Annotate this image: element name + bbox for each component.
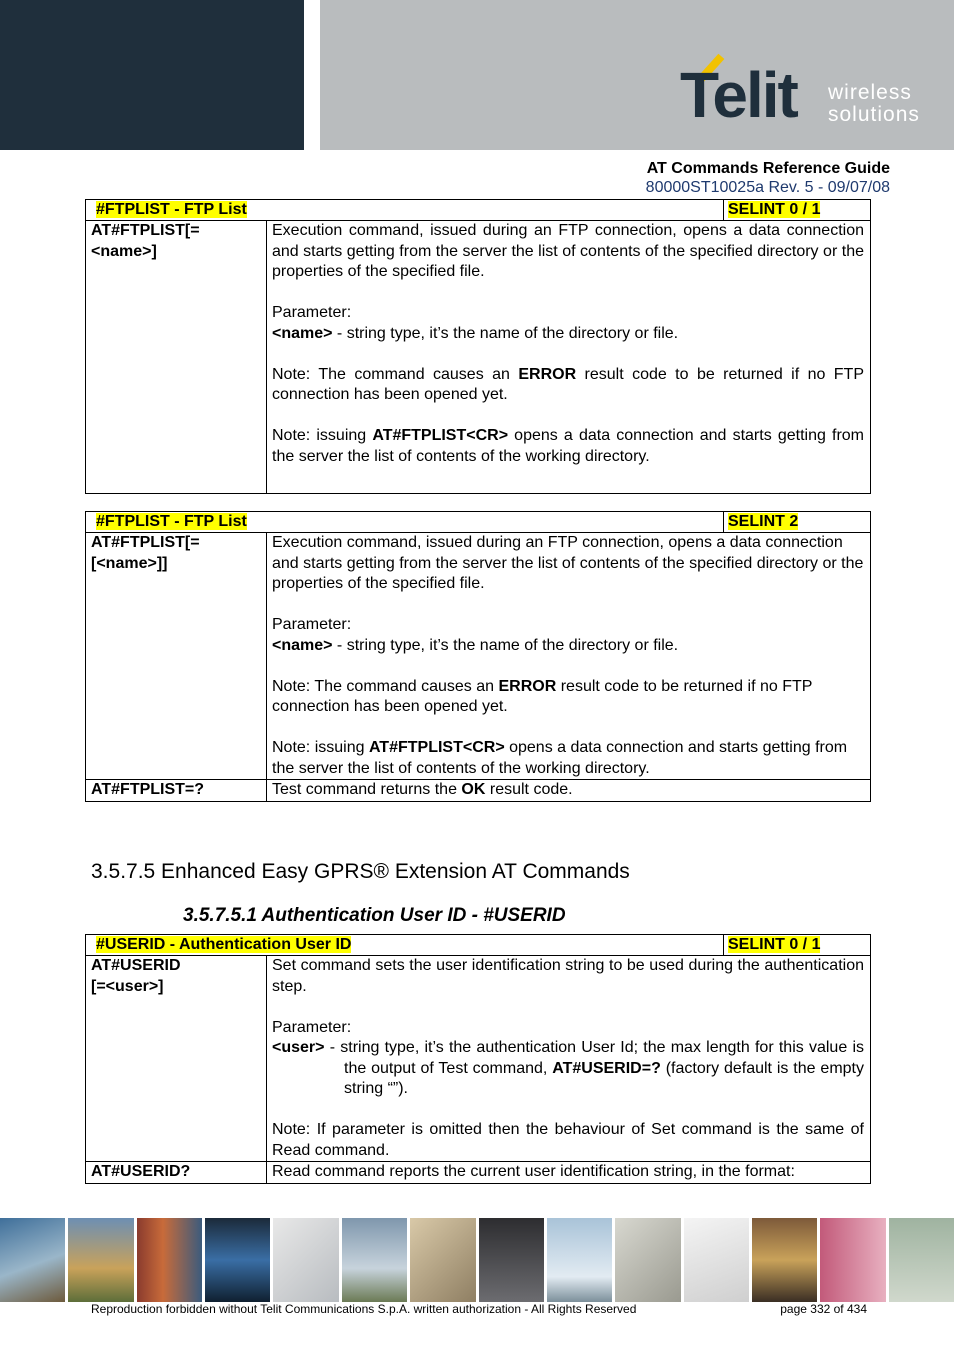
- section-heading: 3.5.7.5 Enhanced Easy GPRS® Extension AT Commands: [91, 860, 630, 883]
- command-syntax: AT#FTPLIST[= <name>]: [86, 221, 267, 494]
- command-description: Execution command, issued during an FTP connection, opens a data connection and starts getting from the server the list of contents of the specified directory or the properties of the specified file. Parameter: <name> - string type, it’s the name of the directory or file. Note: The command causes an ERROR result code to be returned if no FTP connection has been opened yet. Note: issuing AT#FTPLIST<CR> opens a data connection and starts getting from the server the list of contents of the working directory.: [267, 221, 871, 494]
- doc-title: AT Commands Reference Guide: [646, 160, 890, 177]
- selint-badge: SELINT 0 / 1: [728, 201, 821, 218]
- read-command-syntax: AT#USERID?: [86, 1162, 267, 1184]
- read-command-description: Read command reports the current user identification string, in the format:: [267, 1162, 871, 1184]
- footer-page-number: page 332 of 434: [780, 1302, 867, 1316]
- header-dark-panel: [0, 0, 304, 150]
- selint-badge: SELINT 2: [728, 513, 799, 530]
- command-description: Execution command, issued during an FTP connection, opens a data connection and starts getting from the server the list of contents of the specified directory or the properties of the specified file. Parameter: <name> - string type, it’s the name of the directory or file. Note: The command causes an ERROR result code to be returned if no FTP connection has been opened yet. Note: issuing AT#FTPLIST<CR> opens a data connection and starts getting from the server the list of contents of the working directory.: [267, 533, 871, 780]
- ftplist-table-selint2: [85, 511, 871, 802]
- footer-photo-strip: [0, 1218, 954, 1302]
- command-syntax: AT#USERID [=<user>]: [86, 956, 267, 1162]
- table-title: #FTPLIST - FTP List: [96, 513, 247, 530]
- subsection-heading: 3.5.7.5.1 Authentication User ID - #USERID: [183, 905, 566, 926]
- test-command-syntax: AT#FTPLIST=?: [86, 780, 267, 802]
- test-command-description: Test command returns the OK result code.: [267, 780, 871, 802]
- table-title: #USERID - Authentication User ID: [96, 936, 352, 953]
- table-title: #FTPLIST - FTP List: [96, 201, 247, 218]
- selint-badge: SELINT 0 / 1: [728, 936, 821, 953]
- command-description: Set command sets the user identification string to be used during the authentication step. Parameter: <user> - string type, it’s the authentication User Id; the max length for this value is the output of Test command, AT#USERID=? (factory default is the empty string “”). Note: If parameter is omitted then the behaviour of Set command is the same of Read command.: [267, 956, 871, 1162]
- userid-table: [85, 934, 871, 1184]
- telit-logo: [676, 48, 936, 138]
- logo-wordmark: Telit: [680, 59, 797, 131]
- doc-revision: 80000ST10025a Rev. 5 - 09/07/08: [645, 179, 890, 196]
- command-syntax: AT#FTPLIST[= [<name>]]: [86, 533, 267, 780]
- footer-rights: Reproduction forbidden without Telit Communications S.p.A. written authorization - All Rights Reserved: [91, 1302, 637, 1316]
- logo-tagline: wireless solutions: [828, 81, 920, 126]
- page-footer: [91, 1302, 867, 1316]
- ftplist-table-selint01: [85, 199, 871, 494]
